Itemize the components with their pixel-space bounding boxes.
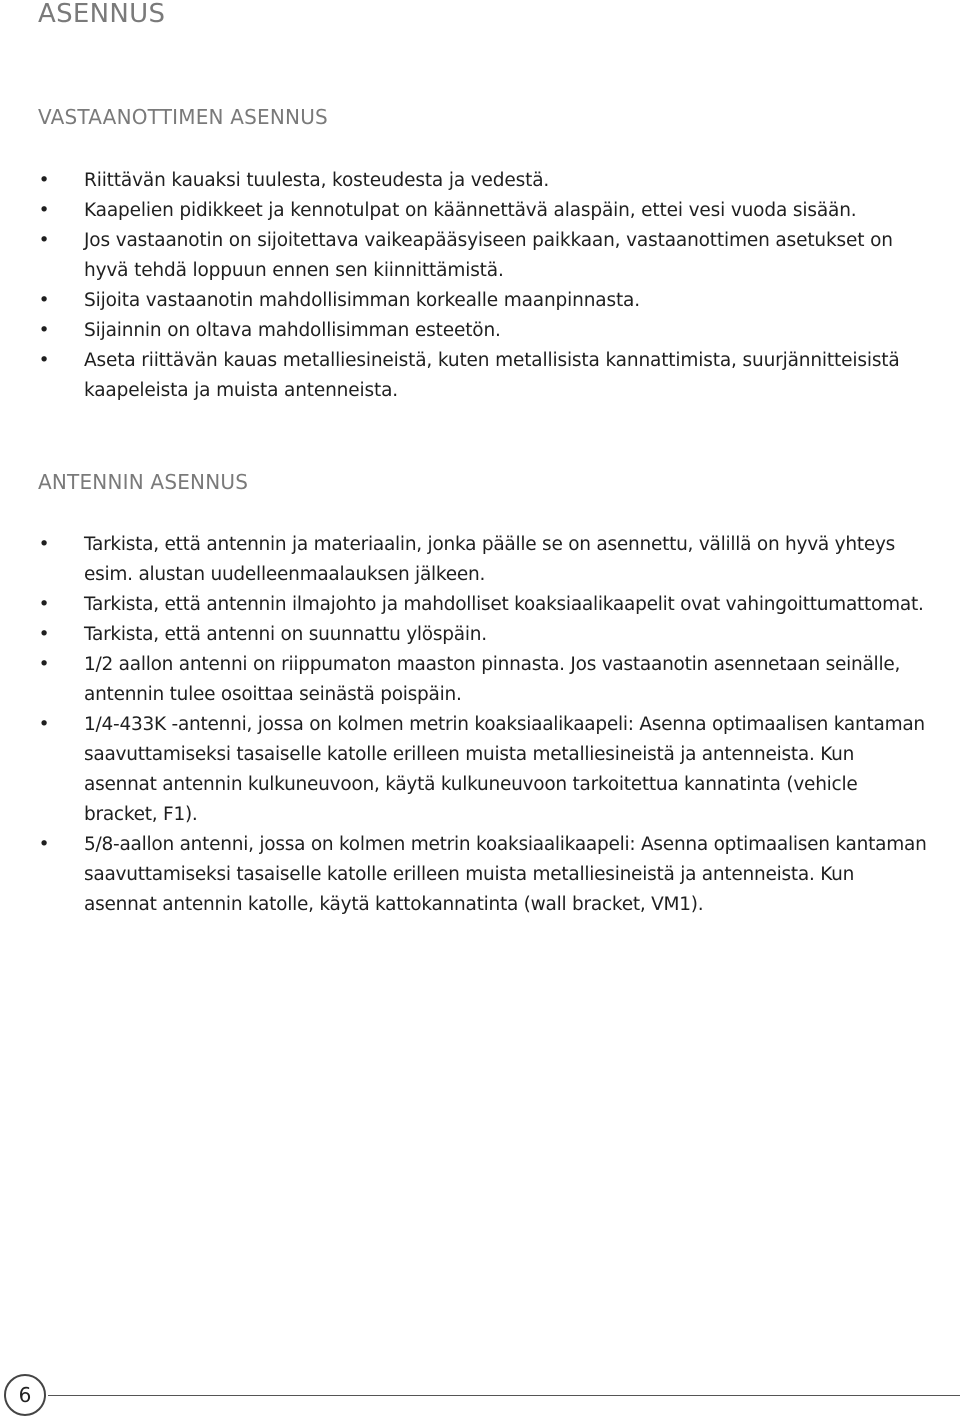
list-item — [38, 166, 928, 196]
list-item — [38, 316, 928, 346]
list-item-text: 1/4-433K -antenni, jossa on kolmen metrin koaksiaalikaapeli: Asenna optimaalisen kantaman saavuttamiseksi tasaiselle katolle erilleen muista metalliesineistä ja antenneista. Kun asennat antennin kulkuneuvoon, käytä kulkuneuvoon tarkoitettua kannatinta (vehicle bracket, F1). — [84, 714, 925, 825]
list-item — [38, 286, 928, 316]
list-item-text: 5/8-aallon antenni, jossa on kolmen metrin koaksiaalikaapeli: Asenna optimaalisen kantaman saavuttamiseksi tasaiselle katolle erilleen muista metalliesineistä ja antenneista. Kun asennat antennin katolle, käytä kattokannatinta (wall bracket, VM1). — [84, 834, 927, 915]
page-footer — [4, 1374, 960, 1420]
section-heading-receiver: VASTAANOTTIMEN ASENNUS — [38, 105, 328, 129]
list-item — [38, 620, 928, 650]
receiver-installation-list — [38, 166, 928, 406]
footer-rule — [48, 1395, 960, 1396]
list-item-text: Sijainnin on oltava mahdollisimman esteetön. — [84, 320, 501, 341]
page-title: ASENNUS — [38, 0, 166, 29]
bullet-icon: • — [38, 170, 50, 191]
list-item — [38, 530, 928, 590]
list-item-text: Sijoita vastaanotin mahdollisimman korkealle maanpinnasta. — [84, 290, 640, 311]
bullet-icon: • — [38, 320, 50, 341]
bullet-icon: • — [38, 714, 50, 735]
bullet-icon: • — [38, 200, 50, 221]
bullet-icon: • — [38, 534, 50, 555]
bullet-icon: • — [38, 230, 50, 251]
list-item-text: Tarkista, että antennin ilmajohto ja mahdolliset koaksiaalikaapelit ovat vahingoittumattomat. — [84, 594, 924, 615]
bullet-icon: • — [38, 290, 50, 311]
list-item — [38, 710, 928, 830]
bullet-icon: • — [38, 654, 50, 675]
list-item-text: Tarkista, että antenni on suunnattu ylöspäin. — [84, 624, 487, 645]
list-item-text: Tarkista, että antennin ja materiaalin, jonka päälle se on asennettu, välillä on hyvä yhteys esim. alustan uudelleenmaalauksen jälkeen. — [84, 534, 896, 585]
page-number: 6 — [4, 1374, 46, 1416]
list-item — [38, 196, 928, 226]
list-item — [38, 590, 928, 620]
bullet-icon: • — [38, 624, 50, 645]
bullet-icon: • — [38, 834, 50, 855]
list-item-text: Kaapelien pidikkeet ja kennotulpat on käännettävä alaspäin, ettei vesi vuoda sisään. — [84, 200, 857, 221]
list-item — [38, 346, 928, 406]
list-item — [38, 226, 928, 286]
bullet-icon: • — [38, 350, 50, 371]
list-item-text: Riittävän kauaksi tuulesta, kosteudesta ja vedestä. — [84, 170, 550, 191]
list-item — [38, 830, 928, 920]
list-item-text: 1/2 aallon antenni on riippumaton maaston pinnasta. Jos vastaanotin asennetaan seinälle, antennin tulee osoittaa seinästä poispäin. — [84, 654, 901, 705]
bullet-icon: • — [38, 594, 50, 615]
antenna-installation-list — [38, 530, 928, 920]
list-item — [38, 650, 928, 710]
list-item-text: Aseta riittävän kauas metalliesineistä, kuten metallisista kannattimista, suurjännitteisistä kaapeleista ja muista antenneista. — [84, 350, 900, 401]
section-heading-antenna: ANTENNIN ASENNUS — [38, 470, 249, 494]
list-item-text: Jos vastaanotin on sijoitettava vaikeapääsyiseen paikkaan, vastaanottimen asetukset on hyvä tehdä loppuun ennen sen kiinnittämistä. — [84, 230, 893, 281]
